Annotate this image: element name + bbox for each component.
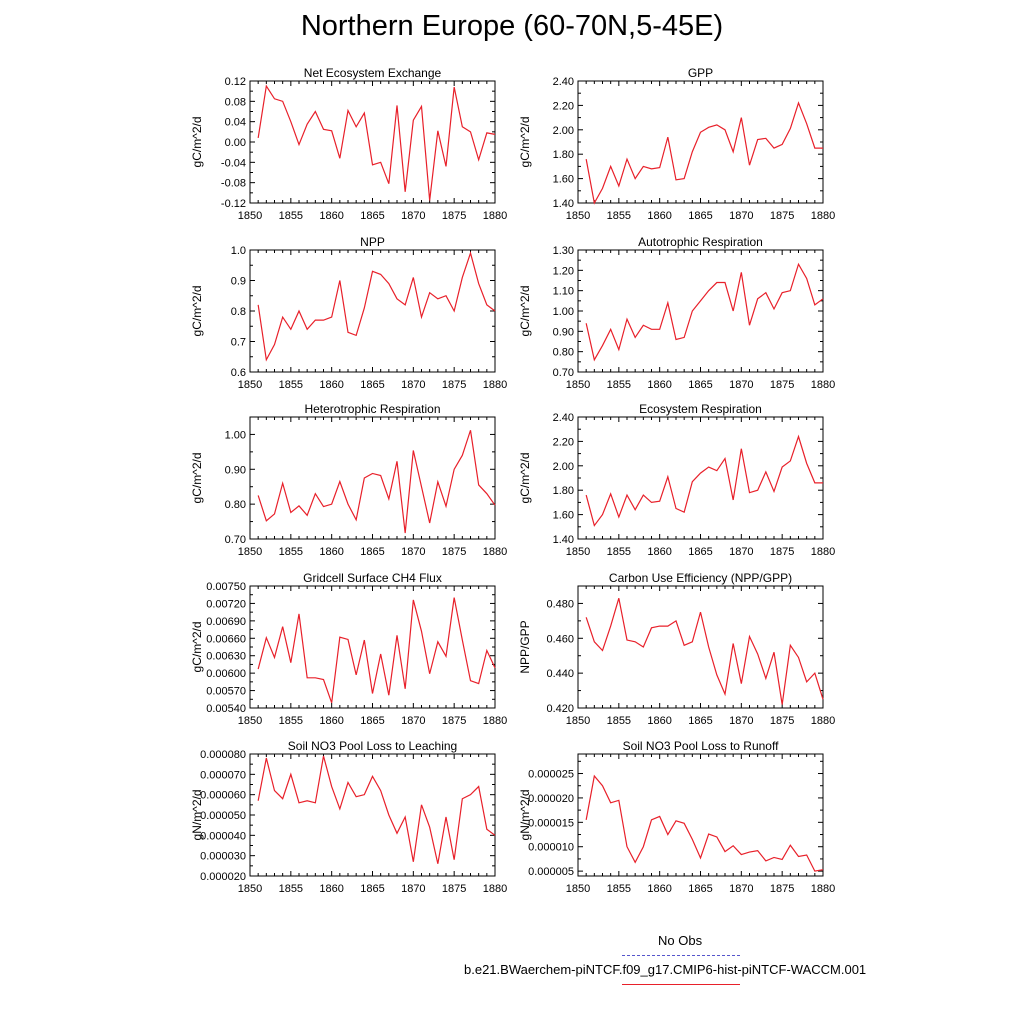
series-line [258, 430, 495, 533]
y-tick-label: 0.04 [224, 116, 246, 129]
x-tick-label: 1855 [606, 883, 632, 895]
series-line [586, 437, 823, 526]
legend-model-label: b.e21.BWaerchem-piNTCF.f09_g17.CMIP6-hist-piNTCF-WACCM.001 [464, 962, 867, 977]
x-tick-label: 1880 [482, 379, 508, 391]
y-tick-label: 0.00690 [206, 615, 246, 628]
y-tick-label: 1.80 [552, 485, 574, 498]
x-tick-label: 1850 [565, 883, 591, 895]
chart-title: Autotrophic Respiration [638, 235, 763, 249]
y-tick-label: 1.60 [552, 173, 574, 186]
series-line [586, 103, 823, 203]
chart-title: Ecosystem Respiration [639, 402, 762, 416]
y-axis-label: gN/m^2/d [518, 789, 532, 841]
chart-title: Heterotrophic Respiration [304, 402, 441, 416]
series-line [258, 756, 495, 864]
chart-title: NPP [360, 235, 385, 249]
x-tick-label: 1865 [688, 883, 713, 895]
x-tick-label: 1870 [729, 210, 754, 222]
x-tick-label: 1880 [810, 210, 836, 222]
x-tick-label: 1880 [810, 546, 836, 558]
y-tick-label: 0.08 [224, 96, 246, 109]
x-tick-label: 1850 [237, 546, 263, 558]
x-tick-label: 1850 [237, 379, 263, 391]
x-tick-label: 1850 [237, 883, 263, 895]
y-tick-label: 0.000010 [528, 841, 574, 854]
y-tick-label: 0.00540 [206, 703, 246, 715]
chart-7 [518, 571, 835, 727]
plot-frame [578, 586, 823, 708]
x-tick-label: 1865 [360, 379, 385, 391]
y-tick-label: 1.10 [552, 285, 574, 298]
x-tick-label: 1855 [278, 715, 304, 727]
y-tick-label: 1.40 [552, 534, 574, 546]
x-tick-label: 1875 [441, 883, 467, 895]
x-tick-label: 1865 [360, 546, 385, 558]
chart-9 [518, 739, 835, 895]
x-tick-label: 1865 [688, 546, 713, 558]
plot-frame [250, 417, 495, 539]
y-tick-label: 0.6 [230, 367, 246, 379]
y-axis-label: gN/m^2/d [190, 789, 204, 841]
chart-title: Soil NO3 Pool Loss to Runoff [622, 739, 779, 753]
x-tick-label: 1870 [729, 715, 754, 727]
y-tick-label: 2.40 [552, 412, 574, 424]
y-tick-label: 2.20 [552, 100, 574, 113]
y-tick-label: 0.90 [552, 326, 574, 339]
y-axis-label: gC/m^2/d [190, 452, 204, 504]
y-tick-label: 0.80 [552, 346, 574, 359]
x-tick-label: 1875 [769, 546, 795, 558]
series-line [586, 776, 823, 871]
x-tick-label: 1880 [810, 715, 836, 727]
x-tick-label: 1875 [769, 379, 795, 391]
x-tick-label: 1850 [565, 210, 591, 222]
y-tick-label: 2.40 [552, 76, 574, 88]
plot-frame [578, 417, 823, 539]
x-tick-label: 1880 [482, 210, 508, 222]
x-tick-label: 1860 [319, 883, 344, 895]
y-tick-label: 0.000020 [528, 792, 574, 805]
y-tick-label: 0.00660 [206, 633, 246, 646]
y-tick-label: 0.9 [230, 275, 246, 288]
plot-frame [578, 81, 823, 203]
x-tick-label: 1875 [441, 546, 467, 558]
x-tick-label: 1880 [810, 379, 836, 391]
y-tick-label: 0.440 [546, 668, 574, 681]
y-tick-label: 0.90 [224, 464, 246, 477]
chart-3 [518, 235, 835, 391]
series-line [586, 598, 823, 704]
y-axis-label: NPP/GPP [518, 620, 532, 674]
x-tick-label: 1855 [278, 210, 304, 222]
x-tick-label: 1860 [319, 546, 344, 558]
y-axis-label: gC/m^2/d [518, 116, 532, 168]
x-tick-label: 1865 [688, 210, 713, 222]
y-tick-label: 0.480 [546, 598, 574, 611]
x-tick-label: 1855 [606, 546, 632, 558]
y-tick-label: 0.00600 [206, 668, 246, 681]
chart-title: GPP [687, 66, 714, 80]
y-tick-label: 2.00 [552, 124, 574, 137]
y-axis-label: gC/m^2/d [518, 452, 532, 504]
x-tick-label: 1860 [647, 883, 672, 895]
y-tick-label: 1.40 [552, 198, 574, 210]
y-tick-label: 0.00720 [206, 598, 246, 611]
y-tick-label: 1.20 [552, 265, 574, 278]
chart-title: Soil NO3 Pool Loss to Leaching [287, 739, 458, 753]
x-tick-label: 1875 [769, 715, 795, 727]
x-tick-label: 1860 [647, 210, 672, 222]
chart-title: Net Ecosystem Exchange [303, 66, 442, 80]
y-axis-label: gC/m^2/d [190, 116, 204, 168]
x-tick-label: 1880 [810, 883, 836, 895]
y-tick-label: 0.00630 [206, 650, 246, 663]
y-tick-label: 0.7 [230, 336, 246, 349]
y-tick-label: 1.00 [552, 306, 574, 318]
x-tick-label: 1850 [237, 715, 263, 727]
plot-frame [578, 250, 823, 372]
y-axis-label: gC/m^2/d [518, 285, 532, 337]
x-tick-label: 1870 [401, 883, 426, 895]
x-tick-label: 1880 [482, 883, 508, 895]
chart-6 [190, 571, 507, 727]
x-tick-label: 1860 [319, 210, 344, 222]
series-line [586, 264, 823, 360]
x-tick-label: 1860 [647, 715, 672, 727]
y-tick-label: 0.460 [546, 633, 574, 646]
x-tick-label: 1880 [482, 715, 508, 727]
x-tick-label: 1850 [565, 715, 591, 727]
x-tick-label: 1865 [688, 379, 713, 391]
y-tick-label: 0.00570 [206, 685, 246, 698]
x-tick-label: 1875 [769, 883, 795, 895]
x-tick-label: 1865 [688, 715, 713, 727]
y-tick-label: 0.8 [230, 306, 246, 318]
y-tick-label: 1.0 [230, 245, 246, 257]
x-tick-label: 1870 [729, 379, 754, 391]
chart-title: Gridcell Surface CH4 Flux [303, 571, 442, 585]
y-tick-label: 0.420 [546, 703, 574, 715]
y-tick-label: 1.00 [224, 429, 246, 442]
y-tick-label: 1.80 [552, 149, 574, 162]
x-tick-label: 1865 [360, 715, 385, 727]
x-tick-label: 1850 [237, 210, 263, 222]
y-tick-label: 0.000070 [200, 769, 246, 782]
x-tick-label: 1855 [606, 715, 632, 727]
series-line [258, 86, 495, 200]
x-tick-label: 1855 [278, 883, 304, 895]
x-tick-label: 1875 [441, 379, 467, 391]
y-tick-label: 0.00 [224, 137, 246, 149]
x-tick-label: 1855 [278, 379, 304, 391]
x-tick-label: 1860 [319, 379, 344, 391]
x-tick-label: 1870 [729, 883, 754, 895]
chart-1 [518, 66, 835, 222]
y-tick-label: 0.000060 [200, 789, 246, 802]
series-line [258, 598, 495, 703]
legend-obs-label: No Obs [658, 933, 703, 948]
x-tick-label: 1870 [401, 379, 426, 391]
y-tick-label: -0.04 [220, 157, 246, 170]
y-tick-label: 0.000030 [200, 850, 246, 863]
y-tick-label: 2.20 [552, 436, 574, 449]
x-tick-label: 1860 [647, 379, 672, 391]
x-tick-label: 1870 [729, 546, 754, 558]
x-tick-label: 1850 [565, 379, 591, 391]
x-tick-label: 1870 [401, 715, 426, 727]
legend-model-line [622, 984, 740, 985]
chart-8 [190, 739, 507, 895]
y-tick-label: 0.80 [224, 499, 246, 512]
y-tick-label: 0.000040 [200, 830, 246, 843]
chart-title: Carbon Use Efficiency (NPP/GPP) [608, 571, 793, 585]
x-tick-label: 1860 [647, 546, 672, 558]
x-tick-label: 1850 [565, 546, 591, 558]
x-tick-label: 1855 [606, 379, 632, 391]
y-axis-label: gC/m^2/d [190, 285, 204, 337]
y-axis-label: gC/m^2/d [190, 621, 204, 673]
x-tick-label: 1875 [441, 715, 467, 727]
chart-4 [190, 402, 507, 558]
chart-2 [190, 235, 507, 391]
x-tick-label: 1865 [360, 883, 385, 895]
page-title: Northern Europe (60-70N,5-45E) [300, 10, 724, 42]
y-tick-label: 0.70 [224, 534, 246, 546]
y-tick-label: 0.000020 [200, 871, 246, 883]
x-tick-label: 1855 [278, 546, 304, 558]
x-tick-label: 1880 [482, 546, 508, 558]
y-tick-label: -0.12 [220, 198, 246, 210]
x-tick-label: 1865 [360, 210, 385, 222]
series-line [258, 253, 495, 360]
y-tick-label: 0.000005 [528, 866, 574, 879]
chart-5 [518, 402, 835, 558]
x-tick-label: 1870 [401, 210, 426, 222]
plot-frame [250, 250, 495, 372]
x-tick-label: 1875 [441, 210, 467, 222]
y-tick-label: 1.60 [552, 509, 574, 522]
y-tick-label: 0.000025 [528, 768, 574, 781]
legend-obs-line [622, 955, 740, 956]
y-tick-label: 1.30 [552, 245, 574, 257]
y-tick-label: 0.000050 [200, 810, 246, 822]
plot-frame [250, 81, 495, 203]
y-tick-label: 0.12 [224, 76, 246, 88]
x-tick-label: 1870 [401, 546, 426, 558]
x-tick-label: 1860 [319, 715, 344, 727]
x-tick-label: 1875 [769, 210, 795, 222]
chart-0 [190, 66, 507, 222]
y-tick-label: 0.000080 [200, 749, 246, 761]
y-tick-label: 0.000015 [528, 817, 574, 830]
y-tick-label: 0.00750 [206, 581, 246, 593]
x-tick-label: 1855 [606, 210, 632, 222]
y-tick-label: -0.08 [220, 177, 246, 190]
plot-frame [250, 754, 495, 876]
y-tick-label: 2.00 [552, 460, 574, 473]
y-tick-label: 0.70 [552, 367, 574, 379]
